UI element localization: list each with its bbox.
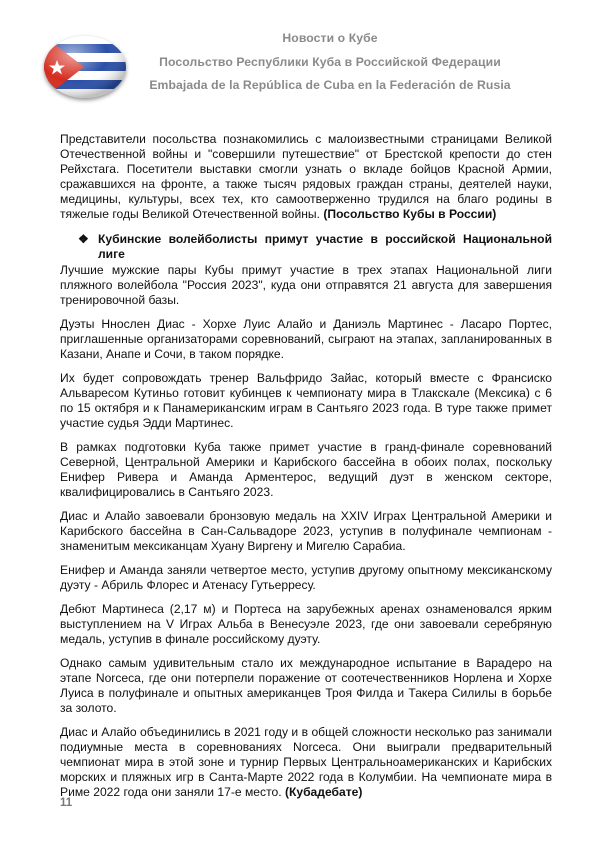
article-headline (60, 232, 552, 262)
intro-text: Представители посольства познакомились с малоизвестными страницами Великой Отечественной войны и "совершили путешествие" от Брестской крепости до стен Рейхстага. Посетители выставки смогли узнать о вкладе бойцов Красной Армии, сражавшихся на фронте, а также тысяч рядовых граждан страны, деятелей науки, медицины, культуры, всех тех, кто самоотверженно трудился на благо родины в тяжелые годы Великой Отечественной войны. (60, 132, 552, 221)
article-last-paragraph (60, 725, 552, 800)
page-header (0, 0, 600, 110)
last-paragraph-source: (Кубадебате) (284, 785, 363, 799)
page-number: 11 (60, 797, 73, 809)
article-paragraph: Их будет сопровождать тренер Вальфридо Зайас, который вместе с Франсиско Альваресом Кутиньо готовит кубинцев к чемпионату мира в Тлакскале (Мексика) с 6 по 15 октября и к Панамериканским играм в Сантьяго 2023 года. В туре также примет участие судья Эдди Мартинес. (60, 371, 552, 430)
intro-paragraph (60, 132, 552, 222)
last-paragraph-text: Диас и Алайо объединились в 2021 году и в общей сложности несколько раз занимали подиумные места в соревнованиях Norceca. Они выиграли предварительный чемпионат мира в этой зоне и турнир Первых Центральноамериканских и Карибских морских и пляжных игр в Санта-Марте 2022 года в Колумбии. На чемпионате мира в Риме 2022 года они заняли 17-е место. (60, 725, 552, 799)
article-paragraph: В рамках подготовки Куба также примет участие в гранд-финале соревнований Северной, Центральной Америки и Карибского бассейна в обоих полах, поскольку Енифер Ривера и Аманда Арментерос, ведущий дуэт в женском секторе, квалифицировались в Сантьяго 2023. (60, 440, 552, 499)
article-paragraph: Енифер и Аманда заняли четвертое место, уступив другому опытному мексиканскому дуэту - Абриль Флорес и Атенасу Гутьерресу. (60, 563, 552, 592)
article-paragraph: Однако самым удивительным стало их международное испытание в Варадеро на этапе Norceca, где они потерпели поражение от соотечественников Норлена и Хорхе Луиса в полуфинале и опытных американцев Троя Филда и Такера Силилы в борьбе за золото. (60, 656, 552, 715)
article-paragraph: Диас и Алайо завоевали бронзовую медаль на XXIV Играх Центральной Америки и Карибского бассейна в Сан-Сальвадоре 2023, уступив в полуфинале чемпионам - знаменитым мексиканцам Хуану Виргену и Мигелю Сарабиа. (60, 509, 552, 553)
document-body (60, 132, 552, 809)
header-embassy-es: Embajada de la República de Cuba en la Federación de Rusia (149, 78, 511, 92)
diamond-bullet-icon: ❖ (78, 232, 89, 246)
article-headline-text: Кубинские волейболисты примут участие в российской Национальной лиге (98, 232, 552, 261)
article-paragraph: Дуэты Ннослен Диас - Хорхе Луис Алайо и Даниэль Мартинес - Ласаро Портес, приглашенные организаторами соревнований, сыграют на этапах, запланированных в Казани, Анапе и Сочи, в таком порядке. (60, 317, 552, 361)
header-title: Новости о Кубе (282, 31, 378, 45)
article-paragraph: Дебют Мартинеса (2,17 м) и Портеса на зарубежных аренах ознаменовался ярким выступлением на V Играх Альба в Венесуэле 2023, где они завоевали серебряную медаль, уступив в финале российскому дуэту. (60, 602, 552, 646)
intro-source: (Посольство Кубы в России) (323, 207, 497, 221)
header-embassy-ru: Посольство Республики Куба в Российской Федерации (159, 55, 501, 69)
article-paragraph: Лучшие мужские пары Кубы примут участие в трех этапах Национальной лиги пляжного волейбола "Россия 2023", куда они отправятся 21 августа для завершения тренировочной базы. (60, 263, 552, 307)
